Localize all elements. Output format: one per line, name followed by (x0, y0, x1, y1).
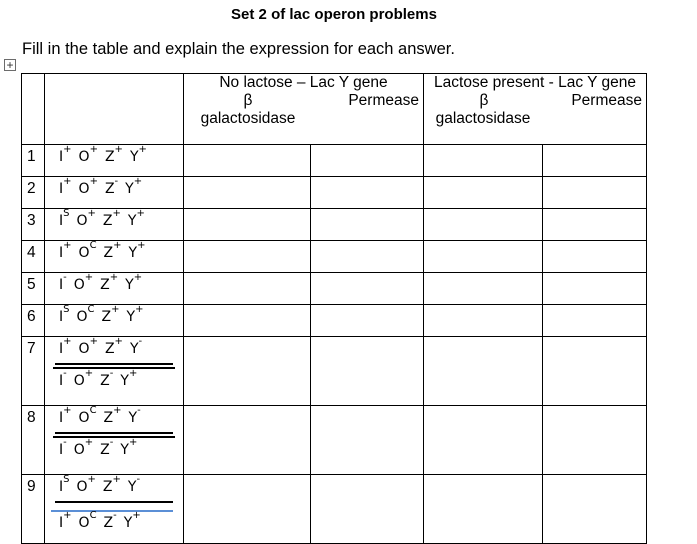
table-row (22, 406, 647, 475)
plasmid-line (53, 367, 175, 369)
gene-letter: Y (128, 245, 138, 261)
gene-letter: O (76, 479, 88, 495)
permease-label: Permease (571, 92, 642, 109)
gene-symbol (73, 368, 94, 389)
genotype-cell (45, 406, 184, 475)
gene-symbol (104, 176, 119, 197)
gene-letter: I (59, 309, 64, 325)
allele-superscript: + (84, 437, 94, 449)
beta-no-lactose-cell[interactable] (184, 241, 311, 273)
beta-lactose-cell[interactable] (424, 241, 543, 273)
beta-no-lactose-cell[interactable] (184, 406, 311, 475)
gene-symbol (78, 336, 98, 357)
permease-no-lactose-cell[interactable] (311, 177, 424, 209)
beta-symbol: β (479, 92, 489, 109)
gene-symbol (78, 510, 97, 531)
gene-symbol (103, 405, 122, 426)
chromosome-genotype (59, 474, 147, 495)
allele-superscript: - (63, 368, 67, 380)
gene-symbol (78, 176, 98, 197)
permease-no-lactose-cell[interactable] (311, 145, 424, 177)
chromosome-line (55, 432, 173, 434)
row-number: 3 (22, 209, 45, 241)
allele-superscript: - (109, 368, 114, 380)
allele-superscript: S (63, 474, 70, 486)
permease-lactose-cell[interactable] (543, 177, 647, 209)
gene-symbol (123, 510, 141, 531)
beta-no-lactose-cell[interactable] (184, 475, 311, 544)
permease-lactose-cell[interactable] (543, 475, 647, 544)
beta-lactose-cell[interactable] (424, 177, 543, 209)
allele-superscript: + (128, 368, 138, 380)
allele-superscript: + (112, 474, 121, 486)
permease-no-lactose-cell[interactable] (311, 241, 424, 273)
gene-symbol (100, 272, 119, 293)
permease-lactose-cell[interactable] (543, 145, 647, 177)
permease-no-lactose-cell[interactable] (311, 209, 424, 241)
gene-letter: Y (129, 341, 139, 357)
gene-letter: I (59, 410, 64, 426)
gene-letter: Z (103, 245, 114, 261)
gene-letter: I (59, 373, 64, 389)
gene-letter: I (59, 515, 64, 531)
beta-no-lactose-cell[interactable] (184, 273, 311, 305)
allele-superscript: + (132, 510, 141, 522)
allele-superscript: - (114, 176, 119, 188)
gene-letter: Y (120, 373, 129, 389)
gene-symbol (100, 368, 114, 389)
beta-no-lactose-cell[interactable] (184, 145, 311, 177)
gene-symbol (125, 176, 143, 197)
permease-lactose-cell[interactable] (543, 209, 647, 241)
beta-no-lactose-cell[interactable] (184, 337, 311, 406)
row-number: 4 (22, 241, 45, 273)
allele-superscript: - (137, 405, 141, 417)
allele-superscript: + (138, 144, 147, 156)
galactosidase-label: galactosidase (200, 110, 296, 127)
gene-letter: O (78, 410, 90, 426)
gene-letter: O (78, 245, 90, 261)
gene-symbol (127, 208, 145, 229)
gene-symbol (59, 144, 72, 165)
gene-symbol (129, 144, 147, 165)
allele-superscript: + (89, 176, 98, 188)
gene-letter: I (59, 213, 64, 229)
allele-superscript: + (133, 176, 143, 188)
allele-superscript: + (63, 144, 72, 156)
gene-letter: Z (103, 515, 114, 531)
genotype-cell (45, 337, 184, 406)
gene-symbol (126, 304, 144, 325)
instructions-text: Fill in the table and explain the expression for each answer. (22, 40, 455, 58)
lactose-present-title: Lactose present - Lac Y gene (434, 74, 636, 91)
allele-superscript: - (109, 437, 114, 449)
table-row (22, 337, 647, 406)
merodiploid-genotype (45, 405, 183, 474)
allele-superscript: C (87, 304, 95, 316)
gene-symbol (102, 474, 121, 495)
allele-superscript: - (138, 336, 143, 348)
beta-lactose-cell[interactable] (424, 337, 543, 406)
gene-letter: I (59, 277, 64, 293)
allele-superscript: C (89, 405, 97, 417)
allele-superscript: S (63, 208, 70, 220)
gene-letter: I (59, 245, 64, 261)
plasmid-genotype (59, 510, 148, 531)
gene-letter: Z (104, 341, 115, 357)
allele-superscript: S (63, 304, 70, 316)
beta-lactose-cell[interactable] (424, 273, 543, 305)
gene-letter: I (59, 341, 64, 357)
gene-letter: Y (128, 410, 138, 426)
gene-letter: O (78, 515, 90, 531)
plasmid-genotype (59, 437, 144, 458)
gene-letter: Y (120, 442, 129, 458)
table-row (22, 177, 647, 209)
chromosome-line (55, 363, 173, 365)
gene-symbol (59, 510, 72, 531)
gene-symbol (129, 336, 143, 357)
gene-letter: Z (100, 277, 110, 293)
allele-superscript: + (87, 474, 96, 486)
beta-lactose-cell[interactable] (424, 406, 543, 475)
gene-symbol (59, 437, 67, 458)
table-row (22, 475, 647, 544)
gene-letter: Z (103, 410, 114, 426)
allele-superscript: C (89, 510, 97, 522)
allele-superscript: + (137, 240, 146, 252)
gene-symbol (73, 272, 94, 293)
gene-symbol (76, 208, 96, 229)
row-number: 7 (22, 337, 45, 406)
lac-operon-table (21, 73, 647, 544)
gene-letter: O (73, 442, 85, 458)
permease-no-lactose-cell[interactable] (311, 273, 424, 305)
allele-superscript: + (63, 176, 72, 188)
allele-superscript: + (84, 368, 94, 380)
row-number: 2 (22, 177, 45, 209)
header-lactose-present (424, 74, 647, 145)
gene-symbol (78, 144, 98, 165)
permease-lactose-cell[interactable] (543, 305, 647, 337)
table-row (22, 273, 647, 305)
allele-superscript: - (113, 510, 117, 522)
beta-symbol: β (243, 92, 253, 109)
permease-no-lactose-cell[interactable] (311, 406, 424, 475)
table-row (22, 209, 647, 241)
beta-no-lactose-cell[interactable] (184, 177, 311, 209)
allele-superscript: + (135, 304, 144, 316)
allele-superscript: + (112, 208, 121, 220)
gene-symbol (101, 304, 120, 325)
header-blank-num (22, 74, 45, 145)
gene-symbol (59, 240, 72, 261)
chromosome-genotype (59, 405, 148, 426)
permease-lactose-cell[interactable] (543, 241, 647, 273)
beta-no-lactose-cell[interactable] (184, 305, 311, 337)
genotype-cell (45, 177, 184, 209)
gene-symbol (76, 474, 96, 495)
gene-symbol (59, 474, 70, 495)
allele-superscript: + (111, 304, 120, 316)
allele-superscript: + (63, 405, 72, 417)
allele-superscript: + (89, 144, 98, 156)
gene-symbol (104, 336, 123, 357)
allele-superscript: + (114, 336, 123, 348)
allele-superscript: C (89, 240, 97, 252)
gene-symbol (120, 437, 138, 458)
permease-no-lactose-cell[interactable] (311, 337, 424, 406)
allele-superscript: + (113, 405, 122, 417)
gene-symbol (59, 208, 70, 229)
genotype-cell (45, 305, 184, 337)
gene-symbol (103, 510, 117, 531)
plasmid-line (53, 436, 175, 438)
allele-superscript: + (109, 272, 119, 284)
gene-letter: Y (125, 181, 134, 197)
permease-no-lactose-cell[interactable] (311, 305, 424, 337)
gene-symbol (59, 176, 72, 197)
genotype-cell (45, 241, 184, 273)
gene-letter: O (78, 341, 90, 357)
allele-superscript: + (63, 240, 72, 252)
move-handle-icon[interactable]: + (4, 59, 16, 71)
gene-symbol (73, 437, 94, 458)
gene-letter: I (59, 181, 64, 197)
header-no-lactose (184, 74, 424, 145)
gene-letter: Y (129, 149, 139, 165)
gene-letter: O (78, 181, 90, 197)
allele-superscript: + (89, 336, 98, 348)
gene-symbol (125, 272, 143, 293)
row-number: 1 (22, 145, 45, 177)
gene-letter: Y (126, 309, 136, 325)
row-number: 9 (22, 475, 45, 544)
row-number: 8 (22, 406, 45, 475)
row-number: 6 (22, 305, 45, 337)
gene-symbol (78, 405, 97, 426)
allele-superscript: + (84, 272, 94, 284)
allele-superscript: + (87, 208, 96, 220)
chromosome-line (55, 501, 173, 503)
allele-superscript: - (63, 437, 67, 449)
beta-lactose-cell[interactable] (424, 145, 543, 177)
gene-letter: Y (123, 515, 133, 531)
permease-lactose-cell[interactable] (543, 273, 647, 305)
table-row (22, 241, 647, 273)
permease-label: Permease (348, 92, 419, 109)
gene-letter: I (59, 479, 64, 495)
gene-symbol (127, 474, 141, 495)
gene-letter: O (76, 213, 88, 229)
document-title: Set 2 of lac operon problems (231, 6, 437, 23)
gene-symbol (104, 144, 123, 165)
allele-superscript: - (63, 272, 67, 284)
gene-symbol (120, 368, 138, 389)
gene-letter: Z (104, 181, 115, 197)
gene-symbol (102, 208, 121, 229)
allele-superscript: + (133, 272, 143, 284)
permease-no-lactose-cell[interactable] (311, 475, 424, 544)
gene-letter: Z (100, 442, 110, 458)
header-blank-genotype (45, 74, 184, 145)
table-row (22, 305, 647, 337)
permease-lactose-cell[interactable] (543, 406, 647, 475)
gene-letter: Y (127, 213, 137, 229)
gene-symbol (128, 240, 146, 261)
allele-superscript: + (113, 240, 122, 252)
allele-superscript: - (136, 474, 141, 486)
gene-letter: Y (125, 277, 134, 293)
plasmid-genotype (59, 368, 144, 389)
gene-symbol (59, 336, 72, 357)
beta-lactose-cell[interactable] (424, 209, 543, 241)
galactosidase-label: galactosidase (435, 110, 531, 127)
gene-symbol (103, 240, 122, 261)
gene-letter: Z (100, 373, 110, 389)
allele-superscript: + (63, 336, 72, 348)
gene-letter: Z (102, 213, 113, 229)
chromosome-genotype (59, 336, 149, 357)
gene-letter: Z (101, 309, 112, 325)
gene-symbol (59, 304, 70, 325)
gene-letter: I (59, 442, 64, 458)
gene-symbol (76, 304, 95, 325)
gene-letter: I (59, 149, 64, 165)
gene-letter: O (78, 149, 90, 165)
gene-letter: O (76, 309, 88, 325)
no-lactose-title: No lactose – Lac Y gene (219, 74, 388, 91)
gene-symbol (59, 272, 67, 293)
allele-superscript: + (128, 437, 138, 449)
genotype-cell (45, 475, 184, 544)
beta-no-lactose-cell[interactable] (184, 209, 311, 241)
gene-letter: Z (104, 149, 115, 165)
gene-letter: O (73, 373, 85, 389)
genotype-cell (45, 209, 184, 241)
gene-symbol (128, 405, 141, 426)
permease-lactose-cell[interactable] (543, 337, 647, 406)
row-number: 5 (22, 273, 45, 305)
gene-symbol (59, 405, 72, 426)
gene-letter: Z (102, 479, 113, 495)
allele-superscript: + (114, 144, 123, 156)
gene-symbol (59, 368, 67, 389)
genotype-cell (45, 145, 184, 177)
merodiploid-genotype (45, 474, 183, 543)
allele-superscript: + (63, 510, 72, 522)
beta-lactose-cell[interactable] (424, 305, 543, 337)
gene-letter: Y (127, 479, 137, 495)
gene-letter: O (73, 277, 85, 293)
allele-superscript: + (136, 208, 145, 220)
table-row (22, 145, 647, 177)
gene-symbol (100, 437, 114, 458)
header-row (22, 74, 647, 145)
gene-symbol (78, 240, 97, 261)
genotype-cell (45, 273, 184, 305)
beta-lactose-cell[interactable] (424, 475, 543, 544)
merodiploid-genotype (45, 336, 183, 405)
